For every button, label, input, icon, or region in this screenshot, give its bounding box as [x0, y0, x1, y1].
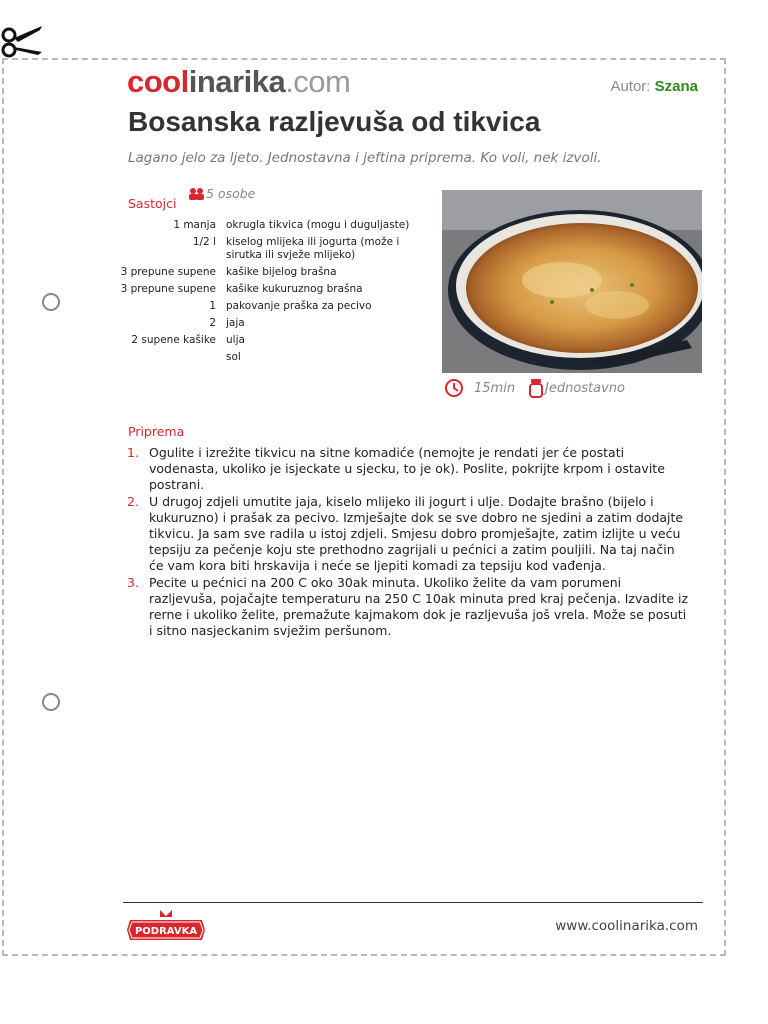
- author-line: [610, 78, 698, 95]
- recipe-subtitle: Lagano jelo za ljeto. Jednostavna i jeftina priprema. Ko voli, nek izvoli.: [128, 150, 602, 166]
- step-text: U drugoj zdjeli umutite jaja, kiselo mlijeko ili jogurt i ulje. Dodajte brašno (bijelo i kukuruzno) i prašak za pecivo. Izmješajte dok se sve dobro ne sjedini a zatim dodajte tikvicu. Ja sam sve radila u istoj zdjeli. Smjesu dobro promješajte, zatim izlijte u veću tepsiju za pečenje koju ste prethodno zagrijali u pećnici a zatim pouljili. Na taj način će vam kora biti hrskavija i neće se ljepiti komadi za tepsiju kod vađenja.: [149, 493, 684, 574]
- servings-info: [188, 186, 255, 201]
- preparation-heading: Priprema: [128, 424, 185, 439]
- ingredient-name: kašike kukuruznog brašna: [226, 283, 363, 295]
- ingredient-name: kiselog mlijeka ili jogurta (može i sirutka ili svježe mlijeko): [226, 236, 400, 261]
- ingredient-row: [118, 266, 418, 279]
- binder-hole-icon: [42, 693, 60, 711]
- ingredient-row: [118, 283, 418, 296]
- step-number: 3.: [127, 574, 139, 590]
- ingredient-row: [118, 219, 418, 232]
- step-item: [127, 494, 692, 575]
- author-name-link[interactable]: Szana: [654, 78, 698, 95]
- recipe-title: Bosanska razljevuša od tikvica: [128, 106, 541, 137]
- ingredient-name: kašike bijelog brašna: [226, 266, 337, 278]
- ingredient-qty: 3 prepune supene: [120, 266, 216, 278]
- ingredient-row: [118, 300, 418, 313]
- ingredient-qty: 1 manja: [173, 219, 216, 231]
- ingredient-qty: 3 prepune supene: [120, 283, 216, 295]
- ingredient-row: [118, 317, 418, 330]
- dish-image: [442, 190, 702, 373]
- ingredient-row: [118, 351, 418, 364]
- ingredients-list: [118, 219, 418, 368]
- step-text: Pecite u pećnici na 200 C oko 30ak minuta. Ukoliko želite da vam porumeni razljevuša, pojačajte temperaturu na 250 C 10ak minuta pred kraj pečenja. Izvadite iz rerne i ukoliko želite, premažute kajmakom dok je razljevuša još vrela. Može se posuti i sitno nasjeckanim svježim peršunom.: [149, 574, 689, 639]
- step-number: 2.: [127, 493, 139, 509]
- clock-icon: [444, 378, 466, 398]
- coolinarika-logo[interactable]: [127, 64, 350, 100]
- ingredients-heading: Sastojci: [128, 196, 177, 211]
- prep-time-text: 15min: [474, 380, 516, 396]
- recipe-photo: [442, 190, 702, 373]
- step-text: Ogulite i izrežite tikvicu na sitne komadiće (nemojte je rendati jer će postati vodenasta, ukoliko je isjeckate u sjecku, to je ok). Poslite, pokrijte krpom i ostavite postrani.: [149, 445, 665, 493]
- author-label: Autor:: [610, 78, 651, 95]
- scissors-icon: [0, 22, 46, 60]
- ingredient-name: sol: [226, 351, 241, 363]
- difficulty: [529, 378, 625, 398]
- logo-part-inarika: inarika: [188, 64, 286, 99]
- step-number: 1.: [127, 445, 139, 460]
- chef-hat-icon: [529, 378, 543, 398]
- people-icon: [188, 187, 206, 201]
- ingredient-qty: [118, 351, 226, 364]
- footer-url-link[interactable]: www.coolinarika.com: [555, 918, 698, 934]
- podravka-brand-text: PODRAVKA: [134, 926, 198, 937]
- difficulty-text: Jednostavno: [545, 380, 625, 396]
- servings-text: 5 osobe: [206, 186, 256, 201]
- ingredient-qty: 2: [209, 317, 216, 329]
- step-item: [127, 575, 692, 640]
- binder-hole-icon: [42, 293, 60, 311]
- ingredient-qty: 1/2 l: [192, 236, 216, 248]
- ingredient-qty: 2 supene kašike: [131, 334, 216, 346]
- logo-part-cool: cool: [127, 64, 189, 99]
- ingredient-name: jaja: [226, 317, 245, 329]
- ingredient-name: pakovanje praška za pecivo: [226, 300, 372, 312]
- prep-time: [444, 378, 515, 398]
- podravka-logo[interactable]: [126, 908, 206, 942]
- logo-part-domain: .com: [285, 64, 351, 99]
- step-item: [127, 445, 692, 494]
- ingredient-qty: 1: [209, 300, 216, 312]
- ingredient-row: [118, 334, 418, 347]
- ingredient-name: okrugla tikvica (mogu i duguljaste): [226, 219, 410, 231]
- preparation-steps: [127, 445, 692, 639]
- ingredient-row: [118, 236, 418, 262]
- ingredient-name: ulja: [226, 334, 245, 346]
- footer-divider: [123, 902, 703, 903]
